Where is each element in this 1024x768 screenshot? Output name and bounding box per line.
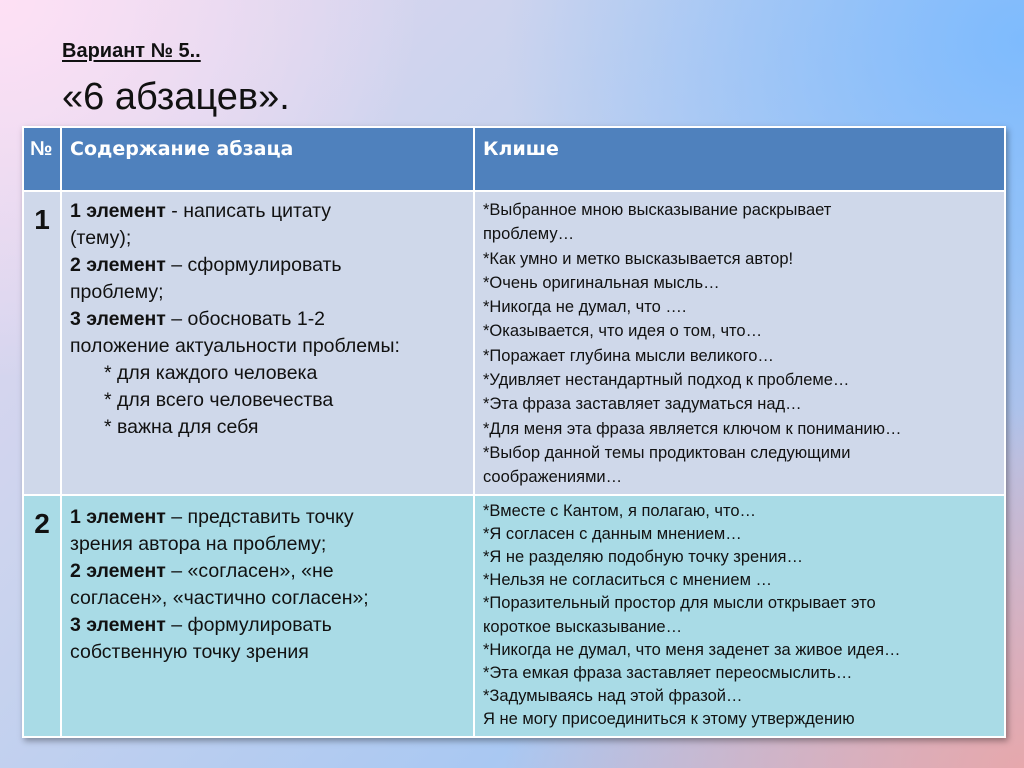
cliche-line: *Выбор данной темы продиктован следующими [483,443,851,462]
element-text: – сформулировать [165,254,342,276]
content-bullet: * для каждого человека [104,362,318,384]
element-text: положение актуальности проблемы: [70,335,400,357]
slide-subtitle: Вариант № 5.. [62,40,201,62]
element-text: согласен», «частично согласен»; [70,586,369,609]
content-line [70,306,465,333]
element-text: (тему); [70,227,132,249]
content-line [70,639,465,666]
cliche-line: соображениями… [483,468,623,487]
element-text: – «согласен», «не [165,559,334,582]
cliche-line: *Я не разделяю подобную точку зрения… [483,547,803,566]
table-row [23,495,1005,737]
row-number: 2 [23,495,61,737]
cliche-line: *Задумываясь над этой фразой… [483,687,743,706]
content-line [70,333,465,360]
content-line [70,198,465,225]
element-text: – представить точку [165,505,354,528]
cliche-line: *Оказывается, что идея о том, что… [483,322,763,341]
table-header-row [23,127,1005,191]
element-label: 1 элемент [70,200,166,222]
cliche-line: *Для меня эта фраза является ключом к пониманию… [483,419,902,438]
header-number: № [23,127,61,191]
content-line [70,585,465,612]
content-bullet: * важна для себя [104,416,259,438]
content-bullet: * для всего человечества [104,389,334,411]
content-line [70,531,465,558]
content-line [70,279,465,306]
row-content [61,191,474,495]
content-line [70,252,465,279]
cliche-line: *Никогда не думал, что …. [483,298,687,317]
content-line [70,504,465,531]
element-text: - написать цитату [165,200,332,222]
cliche-line: проблему… [483,225,575,244]
content-line [70,558,465,585]
cliche-line: *Никогда не думал, что меня заденет за живое идея… [483,640,901,659]
cliche-line: Я не могу присоединиться к этому утверждению [483,710,855,729]
row-content [61,495,474,737]
header-content: Содержание абзаца [61,127,474,191]
row-cliche [474,495,1005,737]
cliche-line: *Вместе с Кантом, я полагаю, что… [483,501,757,520]
paragraph-plan-table [22,126,1006,738]
content-line [70,612,465,639]
cliche-line: *Эта фраза заставляет задуматься над… [483,395,802,414]
element-text: – обосновать 1-2 [165,308,326,330]
slide-title: «6 абзацев». [62,76,290,118]
row-cliche [474,191,1005,495]
cliche-line: *Поразительный простор для мысли открывает это [483,594,876,613]
cliche-line: *Эта емкая фраза заставляет переосмыслить… [483,663,853,682]
element-text: собственную точку зрения [70,640,309,663]
header-cliche: Клише [474,127,1005,191]
cliche-line: *Поражает глубина мысли великого… [483,346,774,365]
element-label: 3 элемент [70,308,166,330]
element-label: 2 элемент [70,559,166,582]
element-label: 3 элемент [70,613,166,636]
element-text: – формулировать [165,613,332,636]
cliche-line: *Очень оригинальная мысль… [483,273,720,292]
cliche-line: *Я согласен с данным мнением… [483,524,742,543]
row-number: 1 [23,191,61,495]
table-row [23,191,1005,495]
cliche-line: *Выбранное мною высказывание раскрывает [483,201,832,219]
element-text: проблему; [70,281,164,303]
cliche-line: *Как умно и метко высказывается автор! [483,249,794,268]
content-line [70,225,465,252]
element-text: зрения автора на проблему; [70,532,327,555]
cliche-line: короткое высказывание… [483,617,683,636]
cliche-line: *Нельзя не согласиться с мнением … [483,571,773,590]
element-label: 2 элемент [70,254,166,276]
cliche-line: *Удивляет нестандартный подход к проблеме… [483,371,850,390]
element-label: 1 элемент [70,505,166,528]
